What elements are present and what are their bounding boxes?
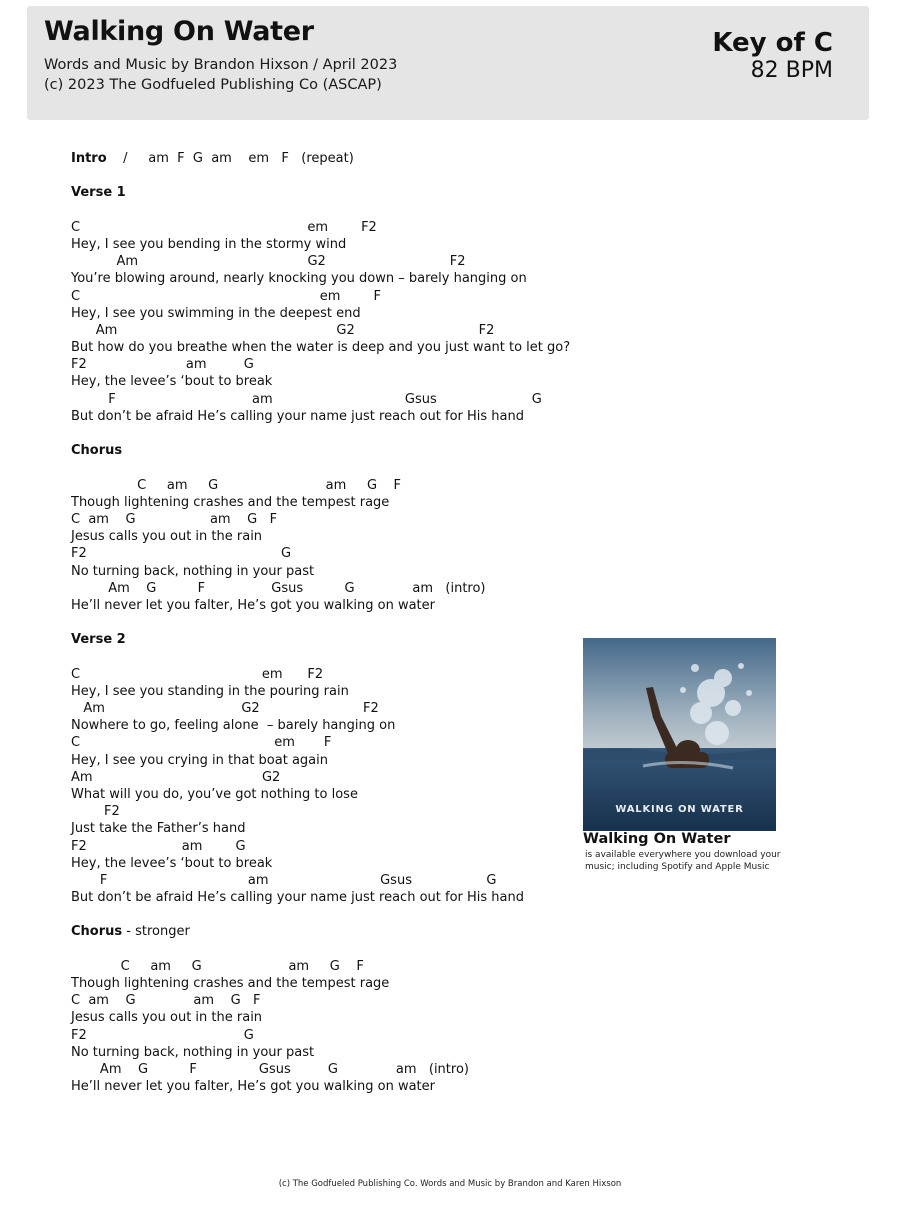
section-title: Chorus	[71, 924, 123, 940]
blank-line	[71, 167, 571, 184]
lyric-line: But don’t be afraid He’s calling your name just reach out for His hand	[71, 408, 524, 424]
lyric-line: He’ll never let you falter, He’s got you walking on water	[71, 1079, 435, 1095]
chord-line: F2 G	[71, 1027, 254, 1043]
section-heading	[71, 631, 571, 648]
chord-line: C am G am G F	[71, 477, 402, 493]
chord-line: C am G am G F	[71, 511, 278, 527]
lyric-line: He’ll never let you falter, He’s got you walking on water	[71, 597, 435, 613]
chord-line: F2 am G	[71, 357, 254, 373]
credits-line: Words and Music by Brandon Hixson / April 2023	[44, 57, 398, 73]
footer-credit: (c) The Godfueled Publishing Co. Words and Music by Brandon and Karen Hixson	[278, 1179, 622, 1189]
chord-line: Am G2 F2	[71, 322, 495, 338]
lyric-sheet	[71, 150, 571, 1095]
blank-line	[71, 906, 571, 923]
chord-line: Am G2 F2	[71, 701, 379, 716]
album-cover-text: WALKING ON WATER	[615, 804, 744, 815]
lyric-line: You’re blowing around, nearly knocking you down – barely hanging on	[71, 271, 527, 287]
chord-line: Am G2 F2	[71, 254, 466, 270]
section-title: Verse 1	[71, 185, 126, 201]
lyric-line: Just take the Father’s hand	[71, 821, 246, 837]
section-title: Intro	[71, 151, 107, 166]
blank-line	[71, 202, 571, 219]
song-title: Walking On Water	[44, 16, 314, 47]
section-heading	[71, 923, 571, 940]
chord-line: F2 am G	[71, 838, 246, 854]
section-suffix: / am F G am em F (repeat)	[106, 151, 354, 166]
lyric-line: No turning back, nothing in your past	[71, 563, 315, 579]
lyric-line: Jesus calls you out in the rain	[71, 529, 263, 545]
chord-line: Am G F Gsus G am (intro)	[71, 580, 486, 596]
lyric-line: Nowhere to go, feeling alone – barely hanging on	[71, 718, 396, 734]
section-suffix: - stronger	[122, 924, 190, 940]
lyric-line: But don’t be afraid He’s calling your name just reach out for His hand	[71, 890, 524, 906]
lyric-line: No turning back, nothing in your past	[71, 1044, 315, 1060]
lyric-line: Hey, the levee’s ‘bout to break	[71, 855, 273, 871]
chord-line: Am G2	[71, 769, 281, 785]
chord-line: F am Gsus G	[71, 872, 497, 888]
lyric-line: Hey, I see you crying in that boat again	[71, 752, 328, 768]
album-artwork	[583, 638, 776, 831]
chord-line: C em F2	[71, 219, 377, 235]
chord-line: C em F	[71, 288, 381, 304]
lyric-line: Hey, I see you swimming in the deepest end	[71, 305, 361, 321]
lyric-line: Hey, I see you standing in the pouring rain	[71, 683, 349, 699]
chord-line: C em F	[71, 735, 332, 751]
lyric-line: What will you do, you’ve got nothing to lose	[71, 786, 358, 802]
section-title: Verse 2	[71, 632, 126, 648]
chord-line: C am G am G F	[71, 993, 261, 1009]
copyright-line: (c) 2023 The Godfueled Publishing Co (ASCAP)	[44, 77, 382, 93]
album-availability-note: is available everywhere you download your music; including Spotify and Apple Music	[585, 850, 781, 872]
chord-line: F2	[71, 804, 120, 820]
chord-line: C am G am G F	[71, 958, 364, 974]
lyric-line: Hey, the levee’s ‘bout to break	[71, 374, 273, 390]
blank-line	[71, 614, 571, 631]
lyric-line: Though lightening crashes and the tempest rage	[71, 494, 390, 510]
intro-line	[71, 150, 571, 167]
chord-line: F am Gsus G	[71, 391, 542, 407]
song-key: Key of C	[712, 28, 833, 58]
section-title: Chorus	[71, 443, 123, 459]
lyric-line: Jesus calls you out in the rain	[71, 1010, 263, 1026]
blank-line	[71, 941, 571, 958]
blank-line	[71, 459, 571, 476]
blank-line	[71, 425, 571, 442]
lyric-line: Though lightening crashes and the tempest rage	[71, 976, 390, 991]
blank-line	[71, 648, 571, 665]
section-heading	[71, 442, 571, 459]
section-heading	[71, 184, 571, 201]
chord-line: F2 G	[71, 546, 292, 562]
chord-line: Am G F Gsus G am (intro)	[71, 1061, 469, 1077]
album-title: Walking On Water	[583, 831, 731, 847]
album-cover	[583, 638, 776, 831]
chord-line: C em F2	[71, 666, 324, 682]
lyric-line: But how do you breathe when the water is deep and you just want to let go?	[71, 340, 571, 356]
lyric-line: Hey, I see you bending in the stormy wind	[71, 236, 347, 252]
song-tempo: 82 BPM	[750, 58, 833, 83]
